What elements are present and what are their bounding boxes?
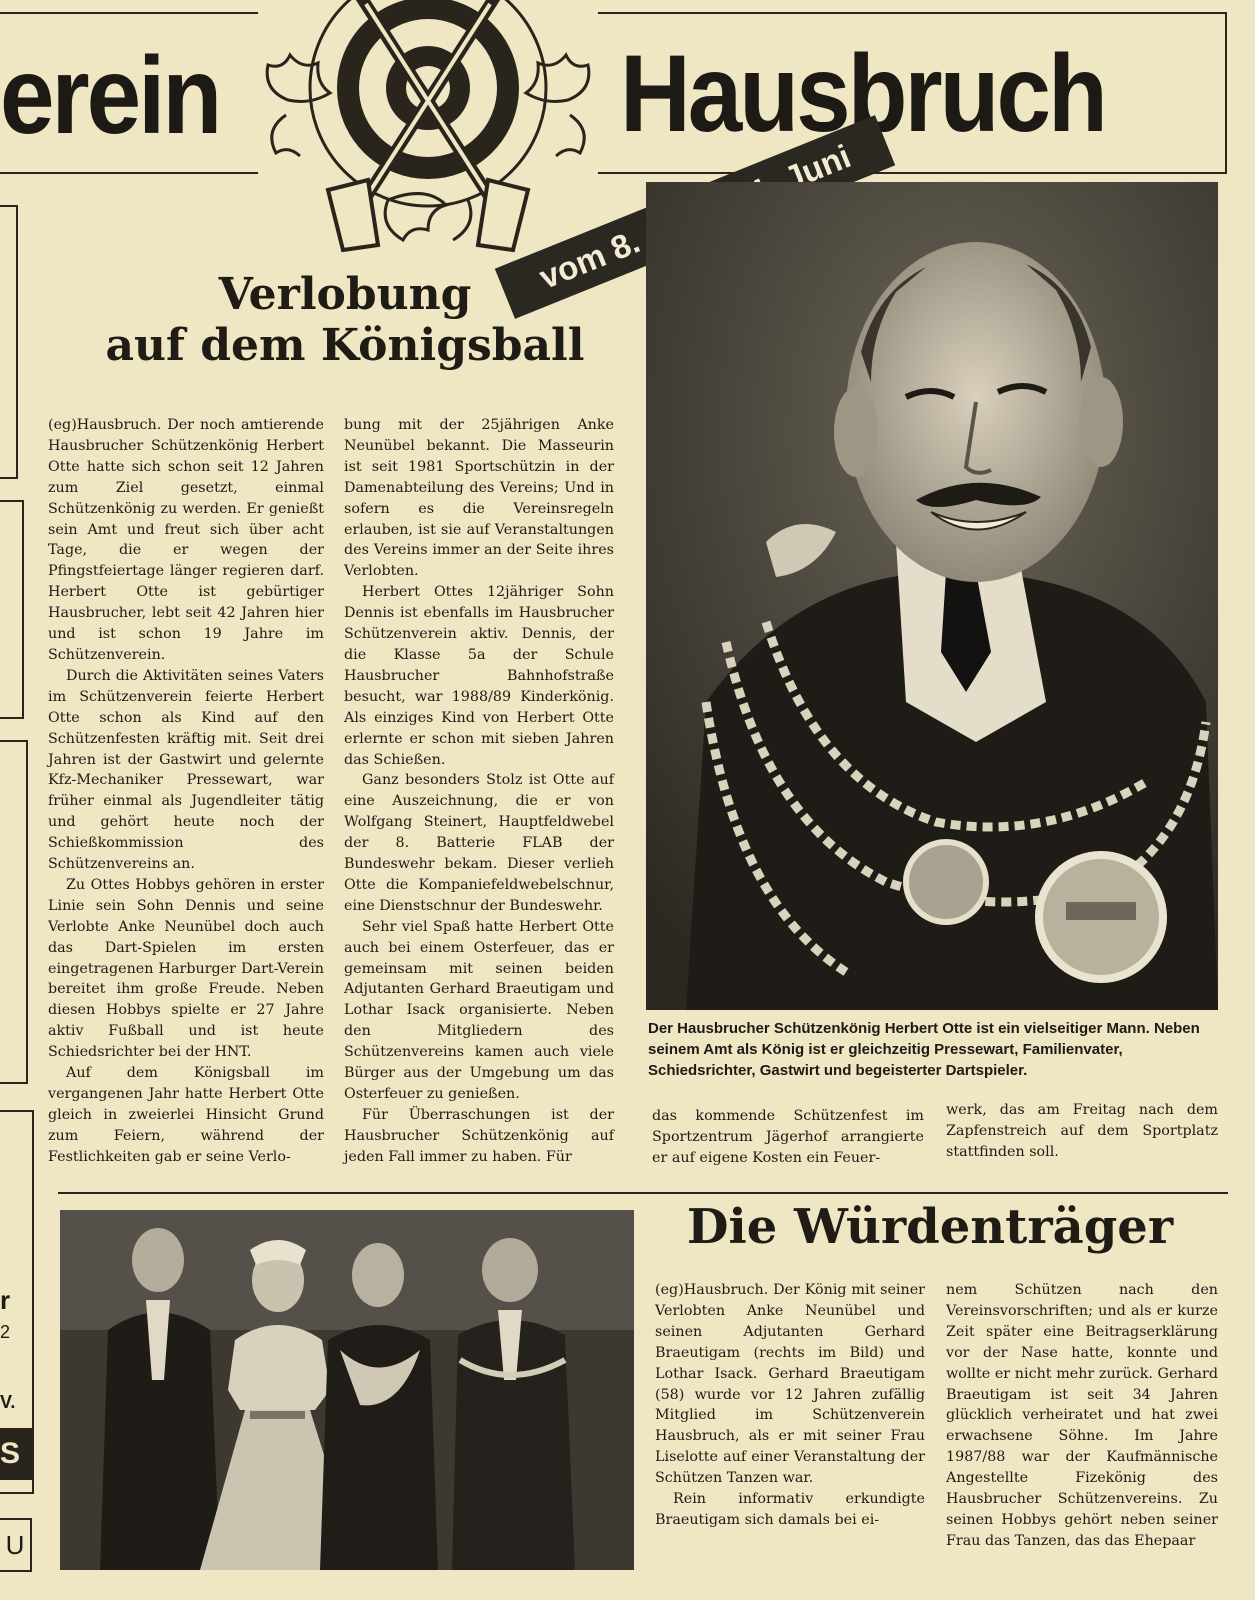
paragraph: nem Schützen nach den Vereinsvorschriften; und als er kurze Zeit später eine Beitragserklärung vor der Nase hatte, konnte und wollte er nicht mehr zurück. Gerhard Braeutigam ist seit 34 Jahren glücklich verheiratet und hat zwei erwachsene Söhne. Im Jahre 1987/88 war der Kaufmännische Angestellte Fizekönig des Hausbrucher Schützenvereins. Zu seinen Hobbys gehört neben seiner Frau das Tanzen, das das Ehepaar bbox=[946, 1282, 1218, 1549]
masthead-left-word: erein bbox=[0, 33, 220, 157]
paragraph: Durch die Aktivitäten seines Vaters im Schützenverein feierte Herbert Otte schon als Kind auf den Schützenfesten kräftig mit. Seit drei Jahren ist der Gastwirt und gelernte Kfz-Mechaniker Pressewart, war früher einmal als Jugendleiter tätig und gehört heute noch der Schießkommission des Schützenvereins an. bbox=[48, 667, 324, 873]
article2-column-2 bbox=[946, 1280, 1218, 1552]
section-divider bbox=[58, 1192, 1228, 1194]
paragraph: (eg)Hausbruch. Der noch amtierende Hausbrucher Schützenkönig Herbert Otte hatte sich schon seit 12 Jahren zum Ziel gesetzt, einmal Schützenkönig zu werden. Er genießt sein Amt und freut sich über acht Tage, die er wegen der Pfingstfeiertage länger regieren darf. Herbert Otte ist gebürtiger Hausbrucher, lebt seit 42 Jahren hier und ist schon 19 Jahre im Schützenverein. bbox=[48, 417, 324, 663]
article1-headline bbox=[60, 270, 630, 371]
masthead-right-word: Hausbruch bbox=[620, 31, 1105, 155]
left-edge-fragment: U bbox=[0, 1518, 32, 1572]
paragraph: das kommende Schützenfest im Sportzentrum Jägerhof arrangierte er auf eigene Kosten ein Feuer- bbox=[652, 1108, 924, 1166]
headline-line: auf dem Königsball bbox=[105, 319, 585, 371]
left-edge-box bbox=[0, 740, 28, 1084]
article1-column-3 bbox=[652, 1106, 924, 1169]
left-edge-box bbox=[0, 205, 18, 479]
paragraph: Herbert Ottes 12jähriger Sohn Dennis ist ebenfalls im Hausbrucher Schützenverein aktiv. Dennis, der die Klasse 5a der Schule Hausbrucher Bahnhofstraße besucht, war 1988/89 Kinderkönig. Als einziges Kind von Herbert Otte erlernte er schon mit sieben Jahren das Schießen. bbox=[344, 584, 614, 768]
paragraph: Rein informativ erkundigte Braeutigam sich damals bei ei- bbox=[655, 1491, 925, 1528]
shooting-club-emblem-icon bbox=[258, 0, 598, 265]
paragraph: Sehr viel Spaß hatte Herbert Otte auch bei einem Osterfeuer, das er gemeinsam mit seinen beiden Adjutanten Gerhard Braeutigam und Lothar Isack organisierte. Neben den Mitgliedern des Schützenvereins kamen auch viele Bürger aus der Umgebung um das Osterfeuer zu genießen. bbox=[344, 918, 614, 1102]
paragraph: Für Überraschungen ist der Hausbrucher Schützenkönig auf jeden Fall immer zu haben. Für bbox=[344, 1106, 614, 1165]
paragraph: Zu Ottes Hobbys gehören in erster Linie sein Sohn Dennis und seine Verlobte Anke Neunübel doch auch das Dart-Spielen im ersten eingetragenen Harburger Dart-Verein bereitet ihm große Freude. Neben diesen Hobbys spielte er 27 Jahre aktiv Fußball und ist heute Schiedsrichter bei der HNT. bbox=[48, 876, 324, 1061]
left-edge-fragment: S bbox=[0, 1428, 34, 1480]
paragraph: bung mit der 25jährigen Anke Neunübel bekannt. Die Masseurin ist seit 1981 Sportschützin in der Damenabteilung des Vereins; Und in sofern es die Vereinsregeln erlauben, ist sie auf Veranstaltungen des Vereins immer an der Seite ihres Verlobten. bbox=[344, 417, 614, 580]
left-edge-fragment: r bbox=[0, 1285, 11, 1315]
portrait-caption: Der Hausbrucher Schützenkönig Herbert Otte ist ein vielseitiger Mann. Neben seinem Amt als König ist er gleichzeitig Pressewart, Familienvater, Schiedsrichter, Gastwirt und begeisterter Dartspieler. bbox=[648, 1020, 1200, 1079]
left-edge-box bbox=[0, 500, 24, 719]
paragraph: Ganz besonders Stolz ist Otte auf eine Auszeichnung, die er von Wolfgang Steinert, Hauptfeldwebel der 8. Batterie FLAB der Bundeswehr bekam. Dieser verlieh Otte die Kompaniefeldwebelschnur, eine Dienstschnur der Bundeswehr. bbox=[344, 772, 614, 914]
left-edge-fragment: V. bbox=[0, 1392, 16, 1412]
date-banner: vom 8. Juni bbox=[495, 115, 895, 319]
article1-column-2 bbox=[344, 415, 614, 1168]
portrait-photo bbox=[646, 182, 1218, 1010]
group-photo bbox=[60, 1210, 634, 1570]
paragraph: Auf dem Königsball im vergangenen Jahr hatte Herbert Otte gleich in zweierlei Hinsicht Grund zum Feiern, während der Festlichkeiten gab er seine Verlo- bbox=[48, 1065, 324, 1165]
paragraph: (eg)Hausbruch. Der König mit seiner Verlobten Anke Neunübel und seinen Adjutanten Gerhard Braeutigam (rechts im Bild) und Lothar Isack. Gerhard Braeutigam (58) wurde vor 12 Jahren zufällig Mitglied im Schützenverein Hausbruch, als er mit seiner Frau Liselotte auf einer Veranstaltung der Schützen Tanzen war. bbox=[655, 1282, 925, 1487]
headline-line: Verlobung bbox=[218, 269, 472, 320]
left-edge-fragment: 2 bbox=[0, 1322, 11, 1342]
article2-headline: Die Würdenträger bbox=[686, 1199, 1174, 1255]
paragraph: werk, das am Freitag nach dem Zapfenstreich auf dem Sportplatz stattfinden soll. bbox=[946, 1102, 1218, 1160]
article1-column-4 bbox=[946, 1100, 1218, 1163]
article1-column-1 bbox=[48, 415, 324, 1168]
article2-column-1 bbox=[655, 1280, 925, 1531]
